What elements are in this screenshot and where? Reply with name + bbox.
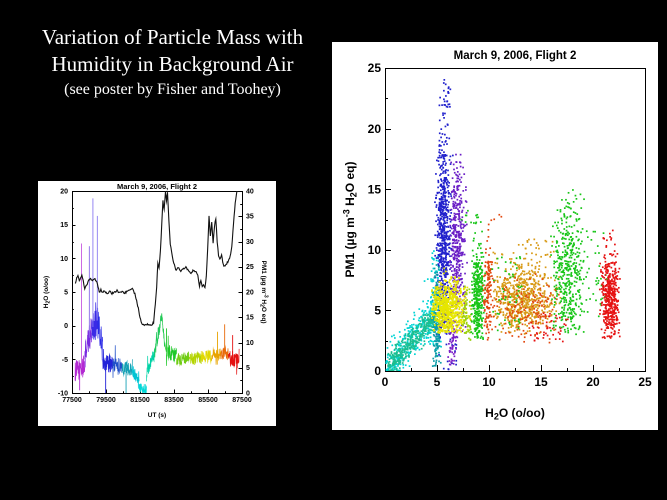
scatter-chart-canvas xyxy=(332,42,658,430)
slide-title-line2: Humidity in Background Air xyxy=(51,52,294,76)
scatter-chart-panel xyxy=(332,42,658,430)
timeseries-chart-canvas xyxy=(38,181,276,426)
slide-title-line1: Variation of Particle Mass with xyxy=(41,25,304,49)
slide-title xyxy=(0,24,345,101)
timeseries-chart-panel xyxy=(38,181,276,426)
slide-subtitle: (see poster by Fisher and Toohey) xyxy=(64,81,281,98)
